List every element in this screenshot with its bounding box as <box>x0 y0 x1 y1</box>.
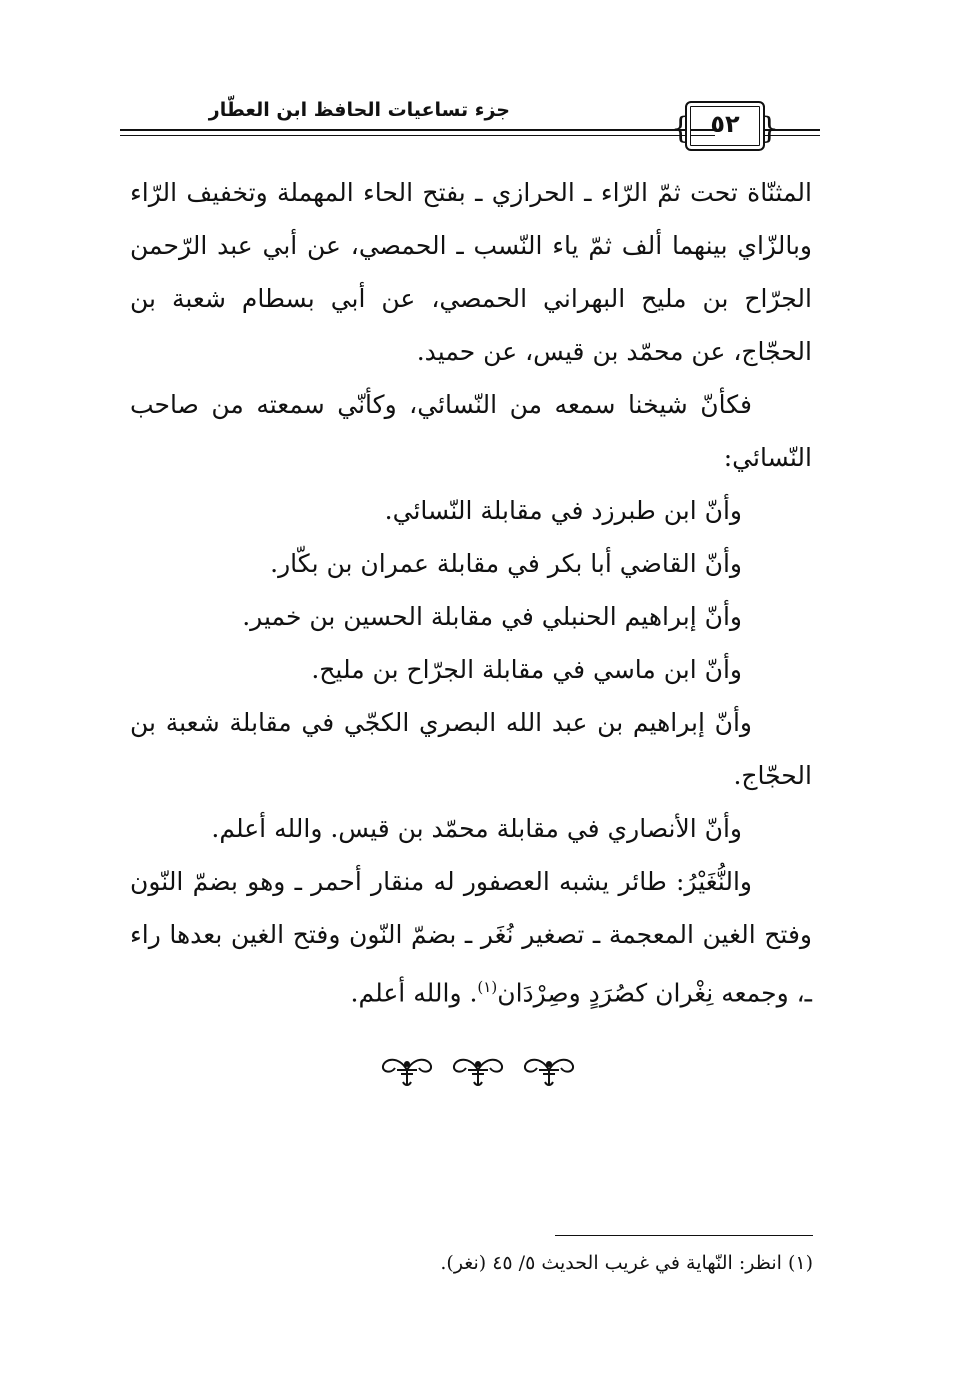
paragraph: فكأنّ شيخنا سمعه من النّسائي، وكأنّي سمعته من صاحب النّسائي: <box>130 390 812 472</box>
floral-ornament-icon <box>448 1052 508 1088</box>
paragraph-nughayr <box>130 855 812 1019</box>
footnote-separator <box>555 1235 813 1236</box>
paragraph-ending: . والله أعلم. <box>350 978 478 1008</box>
list-item: وأنّ الأنصاري في مقابلة محمّد بن قيس. والله أعلم. <box>211 814 742 843</box>
header-rule <box>120 129 715 131</box>
paragraph: وأنّ إبراهيم بن عبد الله البصري الكجّي في مقابلة شعبة بن الحجّاج. <box>130 708 812 790</box>
footnote-marker: (١) <box>477 978 498 996</box>
list-item: وأنّ القاضي أبا بكر في مقابلة عمران بن بكّار. <box>270 549 742 578</box>
left-brace-ornament: { <box>671 111 691 146</box>
paragraph-text: والنُّغَيْرُ: طائر يشبه العصفور له منقار أحمر ـ وهو بضمّ النّون وفتح الغين المعجمة ـ تصغير نُغَر ـ بضمّ النّون وفتح الغين بعدها راء ـ، وجمعه نِغْران كصُرَدٍ وصِرْدَان <box>130 867 812 1008</box>
footnote: (١) انظر: النّهاية في غريب الحديث ٥/ ٤٥ (نغر). <box>440 1252 813 1274</box>
page-number: ٥٢ <box>710 110 740 138</box>
page-header <box>120 95 820 155</box>
list-item: وأنّ ابن طبرزد في مقابلة النّسائي. <box>384 496 742 525</box>
page-number-box <box>671 101 779 151</box>
list-item: وأنّ إبراهيم الحنبلي في مقابلة الحسين بن خمير. <box>242 602 742 631</box>
section-divider-ornament <box>0 1052 955 1092</box>
header-rule <box>120 135 715 136</box>
list-item: وأنّ ابن ماسي في مقابلة الجرّاح بن مليح. <box>311 655 742 684</box>
book-title: جزء تساعيات الحافظ ابن العطّار <box>208 99 510 121</box>
main-text <box>130 166 812 1019</box>
floral-ornament-icon <box>377 1052 437 1088</box>
floral-ornament-icon <box>519 1052 579 1088</box>
right-brace-ornament: } <box>759 111 779 146</box>
paragraph: المثنّاة تحت ثمّ الرّاء ـ الحرازي ـ بفتح الحاء المهملة وتخفيف الرّاء وبالزّاي بينهما ألف ثمّ ياء النّسب ـ الحمصي، عن أبي عبد الرّحمن الجرّاح بن مليح البهراني الحمصي، عن أبي بسطام شعبة بن الحجّاج، عن محمّد بن قيس، عن حميد. <box>130 178 812 366</box>
